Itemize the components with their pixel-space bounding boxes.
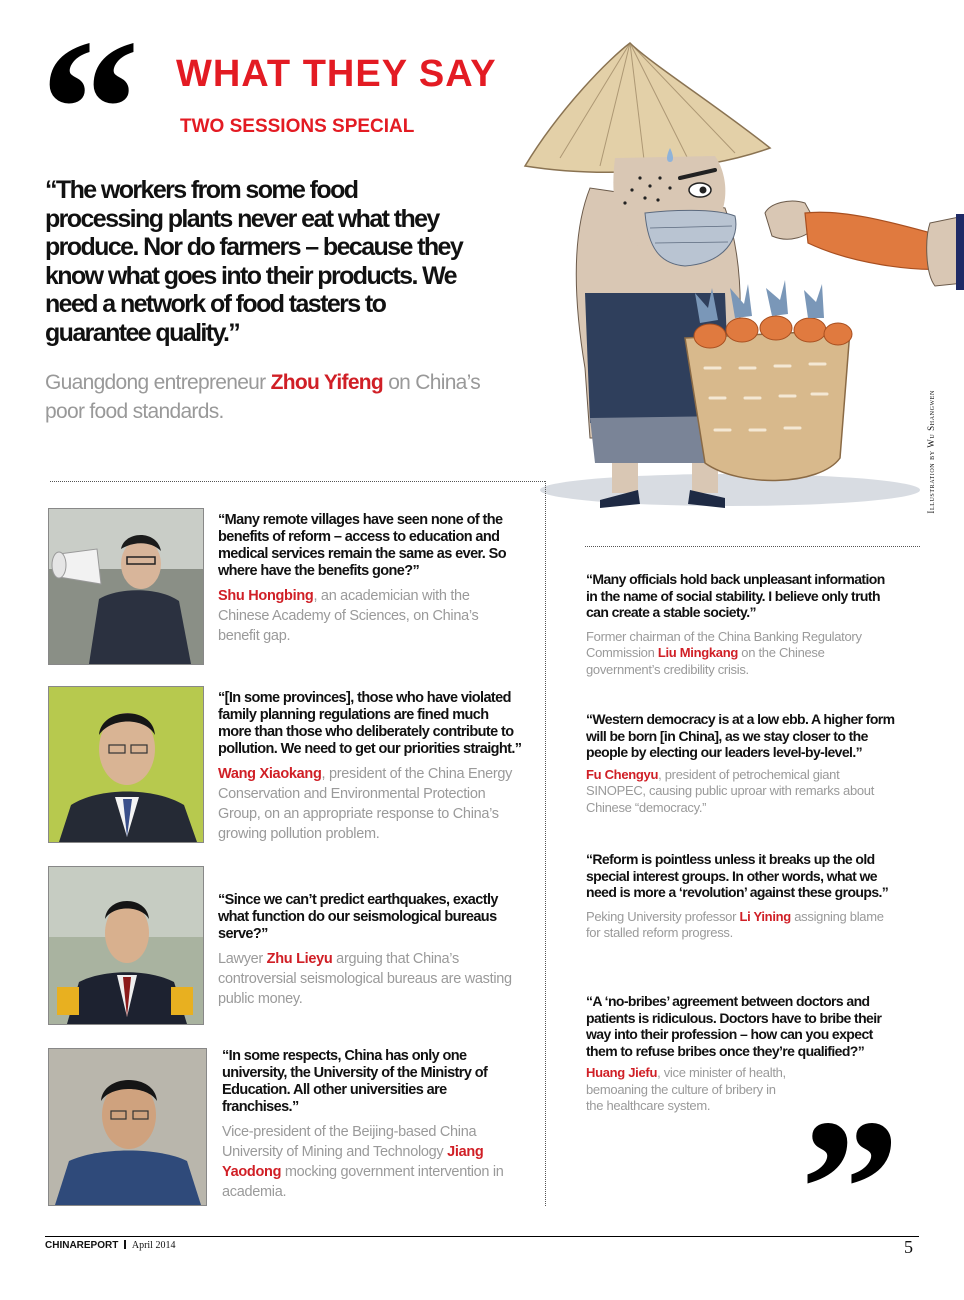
quote-block xyxy=(586,571,896,678)
page-title: WHAT THEY SAY xyxy=(176,53,497,95)
page-number: 5 xyxy=(904,1237,913,1257)
speaker-name: Huang Jiefu xyxy=(586,1065,658,1080)
attribution-text: Peking University professor xyxy=(586,908,740,924)
attribution-text: Guangdong entrepreneur xyxy=(45,371,271,394)
attribution-text: , president of petrochemical giant SINOPEC, causing public uproar with remarks about Chinese “democracy.” xyxy=(586,766,875,815)
quote-attribution xyxy=(218,586,518,646)
quote-attribution xyxy=(586,909,896,942)
open-quote-mark: “ xyxy=(40,0,122,220)
quote-text: “Since we can’t predict earthquakes, exactly what function do our seismological bureaus serve?” xyxy=(218,892,498,942)
attribution-text: mocking government intervention in academia. xyxy=(222,1164,504,1200)
footer xyxy=(45,1240,175,1251)
quote-text: “[In some provinces], those who have violated family planning regulations are fined much more than those who deliberately contribute to pollution. We need to get our priorities straight.” xyxy=(218,690,522,757)
quote-text: “Many officials hold back unpleasant information in the name of social stability. I believe only truth can create a stable society.” xyxy=(586,571,885,620)
publication-name: CHINAREPORT xyxy=(45,1240,119,1251)
portrait-photo xyxy=(48,866,204,1025)
portrait-photo xyxy=(48,1048,207,1206)
attribution-text: Lawyer xyxy=(218,951,267,967)
portrait-image xyxy=(49,867,203,1024)
footer-rule xyxy=(45,1236,919,1237)
quote-text: “Many remote villages have seen none of the benefits of reform – access to education and medical services remain the same as ever. So where have the benefits gone?” xyxy=(218,512,506,579)
speaker-name: Fu Chengyu xyxy=(586,766,659,782)
quote-text: “A ‘no-bribes’ agreement between doctors and patients is ridiculous. Doctors have to bribe their way into their profession – how can you expect them to refuse bribes once they’re qualified?” xyxy=(586,993,882,1059)
attribution-text: Vice-president of the Beijing-based China University of Mining and Technology xyxy=(222,1124,477,1160)
page-subtitle: TWO SESSIONS SPECIAL xyxy=(180,116,415,137)
attribution-text: on the Chinese government’s credibility crisis. xyxy=(586,645,825,677)
quote-block xyxy=(218,512,518,646)
attribution-text: on China’s poor food standards. xyxy=(45,371,481,423)
feature-attribution xyxy=(45,368,485,426)
speaker-name: Jiang Yaodong xyxy=(222,1144,484,1180)
speaker-name: Liu Mingkang xyxy=(657,645,738,660)
attribution-text: , vice minister of health, bemoaning the culture of bribery in the healthcare system. xyxy=(586,1065,786,1113)
quote-text: “In some respects, China has only one university, the University of the Ministry of Education. All other universities are franchises.” xyxy=(222,1048,488,1115)
feature-quote: “The workers from some food processing plants never eat what they produce. Nor do farmers – because they know what goes into their products. We need a network of food tasters to guarantee quality.” xyxy=(45,176,463,347)
quote-attribution xyxy=(218,949,518,1009)
speaker-name: Zhu Lieyu xyxy=(266,951,333,967)
quote-block xyxy=(218,892,518,1009)
quote-attribution xyxy=(586,629,896,679)
speaker-name: Li Yining xyxy=(739,908,791,924)
attribution-text: , president of the China Energy Conservation and Environmental Protection Group, on an appropriate response to China’s growing pollution problem. xyxy=(218,766,513,842)
quote-attribution xyxy=(218,764,523,844)
quote-attribution xyxy=(586,1065,791,1115)
attribution-text: Former chairman of the China Banking Regulatory Commission xyxy=(586,628,862,660)
portrait-image xyxy=(49,509,203,664)
quote-text: “Western democracy is at a low ebb. A higher form will be born [in China], as we stay closer to the people by electing our leaders level-by-level.” xyxy=(586,711,895,760)
portrait-image xyxy=(49,687,203,842)
quote-block xyxy=(586,711,896,816)
issue-date: April 2014 xyxy=(131,1240,176,1251)
quote-attribution xyxy=(586,767,896,817)
footer-separator xyxy=(124,1240,126,1249)
portrait-image xyxy=(49,1049,206,1205)
divider-rule xyxy=(585,546,920,547)
attribution-text: , an academician with the Chinese Academy of Sciences, on China’s benefit gap. xyxy=(218,588,479,644)
quote-text: “Reform is pointless unless it breaks up the old special interest groups. In other words, what we need is more a ‘revolution’ against these groups.” xyxy=(586,851,889,900)
illustration-credit: Illustration by Wu Shangwen xyxy=(926,390,936,514)
quote-block xyxy=(222,1048,522,1202)
attribution-text: arguing that China’s controversial seismological bureaus are wasting public money. xyxy=(218,951,512,1007)
close-quote-mark: ” xyxy=(800,1079,882,1300)
divider-rule xyxy=(50,481,545,482)
speaker-name: Zhou Yifeng xyxy=(270,371,384,394)
speaker-name: Shu Hongbing xyxy=(218,588,314,604)
quote-attribution xyxy=(222,1122,522,1202)
quote-block xyxy=(218,690,523,844)
portrait-photo xyxy=(48,686,204,843)
speaker-name: Wang Xiaokang xyxy=(218,766,322,782)
attribution-text: assigning blame for stalled reform progress. xyxy=(586,908,884,940)
quote-block xyxy=(586,851,896,942)
farmer-illustration xyxy=(520,38,964,518)
column-divider xyxy=(545,481,546,1206)
portrait-photo xyxy=(48,508,204,665)
